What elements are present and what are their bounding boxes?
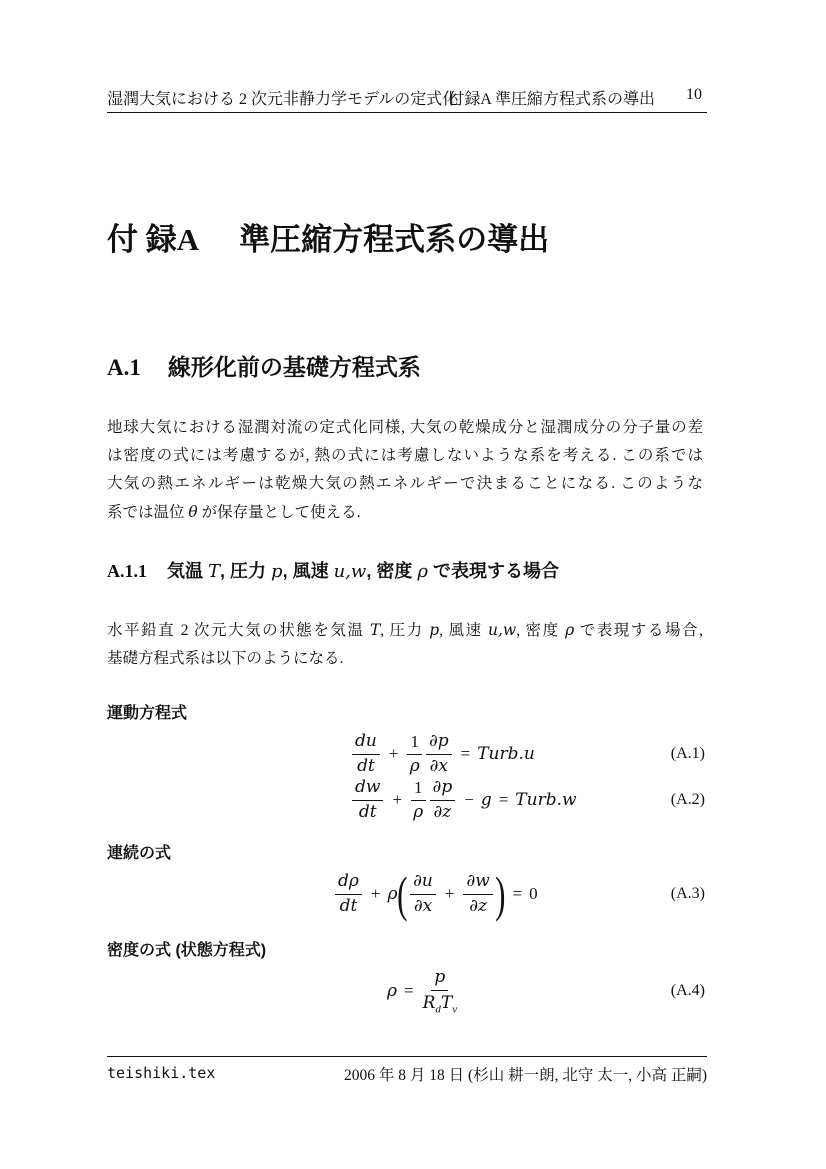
fraction: $\frac{dw}{dt}$ — [352, 778, 383, 822]
fraction: $\frac{\partial p}{\partial z}$ — [430, 778, 456, 822]
equation-number: (A.3) — [670, 885, 705, 902]
paragraph-line: 系では温位 θ が保存量として使える. — [107, 503, 361, 521]
plus-operator: + — [388, 744, 399, 763]
math-T: T — [208, 561, 221, 582]
equation-body — [350, 732, 535, 776]
equals-operator: = — [498, 790, 509, 809]
math-rho: ρ — [387, 981, 397, 1001]
paragraph-line: は密度の式には考慮するが, 熱の式には考慮しないような系を考える. この系では — [107, 447, 703, 464]
fraction: $\frac{p}{R_dT_v}$ — [422, 967, 458, 1016]
math-rho: ρ — [387, 884, 398, 904]
paragraph-line: 基礎方程式系は以下のようになる. — [107, 650, 344, 667]
header-rule — [107, 112, 707, 113]
math-rho: ρ — [565, 621, 575, 639]
section-heading — [107, 349, 421, 382]
equation-number: (A.4) — [670, 982, 705, 999]
footer-date-authors: 2006 年 8 月 18 日 (杉山 耕一朗, 北守 太一, 小高 正嗣) — [344, 1067, 707, 1084]
math-rho: ρ — [417, 561, 428, 582]
paragraph-line: 大気の熱エネルギーは乾燥大気の熱エネルギーで決まることになる. このような — [107, 475, 703, 492]
header-page-number: 10 — [686, 86, 702, 103]
chapter-heading — [107, 214, 549, 259]
equation-a1 — [107, 731, 705, 777]
equation-a2 — [107, 777, 705, 823]
section-title: 線形化前の基礎方程式系 — [167, 354, 421, 380]
paragraph-intro — [107, 414, 703, 527]
footer-filename: teishiki.tex — [107, 1064, 216, 1082]
math-T: T — [369, 621, 381, 639]
equation-a4 — [107, 968, 705, 1014]
paragraph-setup — [107, 616, 703, 673]
fraction: $\frac{\partial p}{\partial x}$ — [426, 732, 452, 776]
label-continuity-equation: 連続の式 — [107, 845, 172, 862]
math-theta: θ — [188, 503, 198, 521]
chapter-title: 準圧縮方程式系の導出 — [239, 222, 550, 257]
fraction: $\frac{d\rho}{dt}$ — [335, 872, 362, 916]
subsection-number: A.1.1 — [107, 561, 147, 581]
fraction: $\frac{\partial w}{\partial z}$ — [463, 872, 492, 916]
math-uw: u,w — [333, 561, 367, 582]
gravity-term: g — [480, 790, 492, 810]
math-p: p — [429, 621, 440, 639]
subsection-heading: A.1.1 気温 T, 圧力 p, 風速 u,w, 密度 ρ で表現する場合 — [107, 561, 559, 582]
equation-body — [387, 967, 459, 1016]
chapter-number: 付 録A — [107, 222, 200, 257]
plus-operator: + — [444, 884, 455, 903]
turbulence-term: Turb.u — [477, 744, 535, 764]
fraction: $\frac{1}{\rho}$ — [411, 778, 426, 822]
equation-number: (A.1) — [670, 745, 705, 762]
equals-operator: = — [460, 744, 471, 763]
header-left-title: 湿潤大気における 2 次元非静力学モデルの定式化 — [107, 91, 459, 108]
paragraph-line: 水平鉛直 2 次元大気の状態を気温 T, 圧力 p, 風速 u,w, 密度 ρ で表現する場合, — [107, 621, 703, 639]
plus-operator: + — [370, 884, 381, 903]
fraction: $\frac{du}{dt}$ — [352, 732, 380, 776]
equation-body — [333, 865, 538, 922]
math-p: p — [271, 561, 283, 582]
equation-body — [350, 778, 577, 822]
fraction: $\frac{1}{\rho}$ — [407, 732, 422, 776]
equals-operator: = — [404, 981, 414, 1000]
section-number: A.1 — [107, 355, 141, 380]
equals-operator: = — [512, 884, 523, 903]
label-density-equation: 密度の式 (状態方程式) — [107, 942, 267, 959]
minus-operator: − — [464, 790, 474, 809]
math-uw: u,w — [488, 621, 517, 639]
left-paren: ( — [397, 865, 408, 922]
turbulence-term: Turb.w — [515, 790, 577, 810]
paragraph-line: 地球大気における湿潤対流の定式化同様, 大気の乾燥成分と湿潤成分の分子量の差 — [107, 419, 703, 436]
right-paren: ) — [494, 865, 506, 922]
zero-term: 0 — [529, 884, 538, 903]
label-motion-equation: 運動方程式 — [107, 705, 188, 722]
equation-a3 — [107, 866, 705, 922]
footer-rule — [107, 1056, 707, 1057]
fraction: $\frac{\partial u}{\partial x}$ — [410, 872, 436, 916]
plus-operator: + — [392, 790, 403, 809]
header-right-title: 付録A 準圧縮方程式系の導出 — [448, 91, 655, 108]
equation-number: (A.2) — [670, 791, 705, 808]
